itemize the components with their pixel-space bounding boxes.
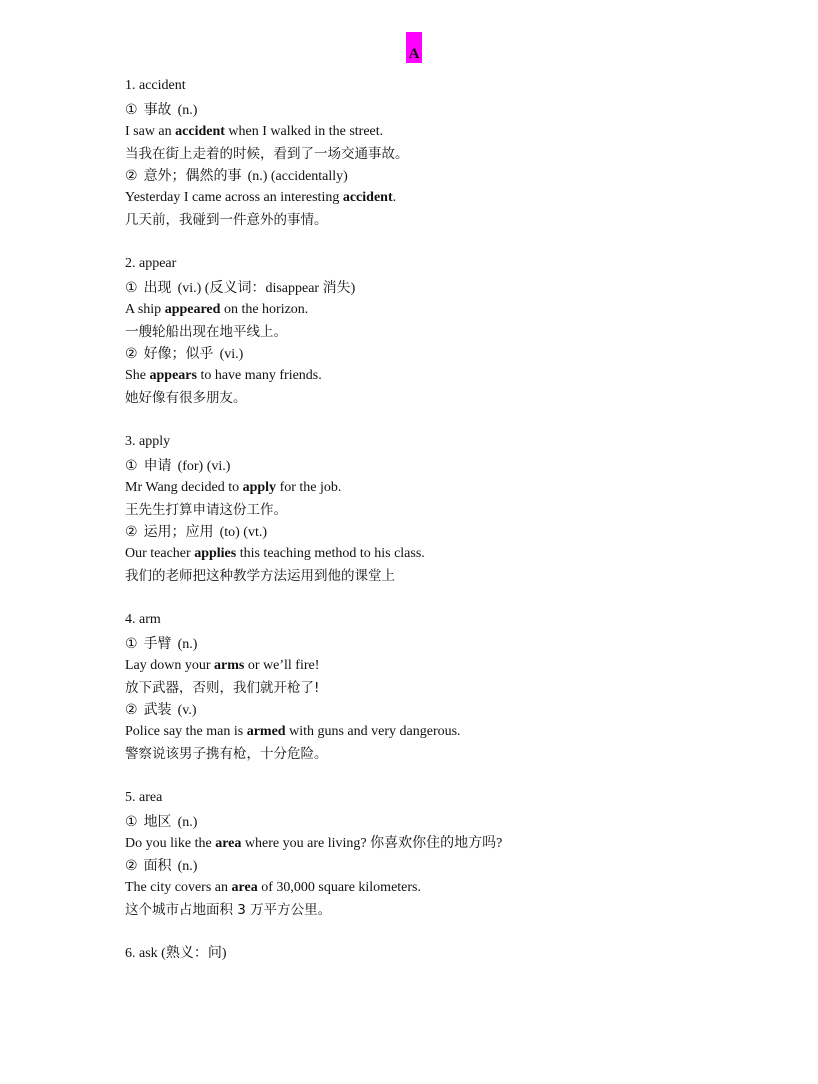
example-chinese: 放下武器，否则，我们就开枪了!: [125, 680, 320, 696]
sense-line: [125, 277, 785, 299]
sense-line: [125, 165, 785, 187]
entry-headword: 6. ask (熟义：问): [125, 946, 227, 961]
example-keyword: applies: [194, 546, 237, 561]
example-text: when I walked in the street.: [224, 124, 384, 139]
sense-line: [125, 455, 785, 477]
sense-grammar: (for) (vi.): [177, 459, 231, 474]
example-text: Do you like the: [125, 836, 216, 851]
entry-headword: 2. appear: [125, 256, 177, 271]
example-text: or we’ll fire!: [244, 658, 320, 673]
example-english: [125, 543, 785, 565]
entry-headword: 4. arm: [125, 612, 161, 627]
example-text: for the job.: [276, 480, 342, 495]
example-text: Mr Wang decided to: [125, 480, 243, 495]
example-text: Yesterday I came across an interesting: [125, 190, 343, 205]
example-english: [125, 877, 785, 899]
sense-chinese-meaning: 好像；似乎: [143, 346, 214, 362]
entry-headword: 3. apply: [125, 434, 171, 449]
example-keyword: arms: [214, 658, 245, 673]
example-keyword: area: [215, 836, 242, 851]
vocabulary-list: [125, 77, 785, 967]
example-chinese: 这个城市占地面积 3 万平方公里。: [125, 902, 332, 918]
example-english: [125, 365, 785, 387]
example-english: [125, 477, 785, 499]
example-english: [125, 299, 785, 321]
example-text: to have many friends.: [196, 368, 322, 383]
example-keyword: appeared: [164, 302, 221, 317]
example-keyword: appears: [149, 368, 197, 383]
sense-chinese-meaning: 事故: [143, 102, 172, 118]
example-keyword: accident: [175, 124, 225, 139]
sense-line: [125, 99, 785, 121]
vocabulary-entry: [125, 77, 785, 231]
sense-number: ①: [125, 814, 138, 830]
vocabulary-entry: [125, 611, 785, 765]
example-english: [125, 721, 785, 743]
sense-number: ②: [125, 346, 138, 362]
sense-line: [125, 699, 785, 721]
sense-chinese-meaning: 运用；应用: [143, 524, 214, 540]
example-keyword: area: [231, 880, 258, 895]
example-text: .: [392, 190, 397, 205]
sense-number: ①: [125, 280, 138, 296]
example-text: this teaching method to his class.: [236, 546, 425, 561]
example-text: Lay down your: [125, 658, 215, 673]
sense-grammar: (vi.): [219, 347, 244, 362]
sense-grammar: (vi.) (反义词：disappear 消失): [177, 281, 356, 296]
sense-grammar: (n.): [177, 815, 198, 830]
example-text: A ship: [125, 302, 165, 317]
sense-number: ②: [125, 168, 138, 184]
sense-grammar: (n.) (accidentally): [247, 169, 348, 184]
example-text: Our teacher: [125, 546, 195, 561]
sense-chinese-meaning: 出现: [143, 280, 172, 296]
example-text: of 30,000 square kilometers.: [257, 880, 421, 895]
example-english: [125, 187, 785, 209]
example-text: The city covers an: [125, 880, 232, 895]
example-english: [125, 833, 785, 855]
example-text: with guns and very dangerous.: [285, 724, 461, 739]
sense-number: ①: [125, 458, 138, 474]
sense-grammar: (v.): [177, 703, 197, 718]
example-english: [125, 655, 785, 677]
sense-grammar: (n.): [177, 637, 198, 652]
sense-chinese-meaning: 手臂: [143, 636, 172, 652]
sense-number: ①: [125, 102, 138, 118]
example-text: on the horizon.: [220, 302, 309, 317]
sense-number: ②: [125, 524, 138, 540]
sense-chinese-meaning: 面积: [143, 858, 172, 874]
sense-grammar: (n.): [177, 859, 198, 874]
example-keyword: armed: [246, 724, 286, 739]
example-chinese: 我们的老师把这种教学方法运用到他的课堂上: [125, 568, 395, 584]
sense-number: ②: [125, 702, 138, 718]
example-chinese: 警察说该男子携有枪，十分危险。: [125, 746, 328, 762]
sense-chinese-meaning: 意外；偶然的事: [143, 168, 242, 184]
example-chinese: 她好像有很多朋友。: [125, 390, 247, 406]
sense-number: ①: [125, 636, 138, 652]
sense-line: [125, 343, 785, 365]
sense-line: [125, 855, 785, 877]
example-keyword: accident: [342, 190, 393, 205]
example-chinese: 当我在街上走着的时候，看到了一场交通事故。: [125, 146, 409, 162]
sense-line: [125, 811, 785, 833]
sense-chinese-meaning: 地区: [143, 814, 172, 830]
sense-chinese-meaning: 武装: [143, 702, 172, 718]
sense-chinese-meaning: 申请: [143, 458, 172, 474]
example-keyword: apply: [242, 480, 277, 495]
entry-headword: 5. area: [125, 790, 163, 805]
sense-line: [125, 633, 785, 655]
vocabulary-entry: [125, 255, 785, 409]
example-text: where you are living? 你喜欢你住的地方吗?: [241, 836, 503, 851]
example-text: I saw an: [125, 124, 176, 139]
example-chinese: 几天前，我碰到一件意外的事情。: [125, 212, 328, 228]
sense-grammar: (n.): [177, 103, 198, 118]
example-chinese: 王先生打算申请这份工作。: [125, 502, 287, 518]
sense-grammar: (to) (vt.): [219, 525, 267, 540]
sense-number: ②: [125, 858, 138, 874]
entry-headword: 1. accident: [125, 78, 186, 93]
sense-line: [125, 521, 785, 543]
example-english: [125, 121, 785, 143]
example-text: Police say the man is: [125, 724, 247, 739]
example-chinese: 一艘轮船出现在地平线上。: [125, 324, 287, 340]
vocabulary-entry: [125, 433, 785, 587]
example-text: She: [125, 368, 150, 383]
vocabulary-entry: [125, 789, 785, 921]
section-letter-highlight: A: [406, 32, 422, 63]
